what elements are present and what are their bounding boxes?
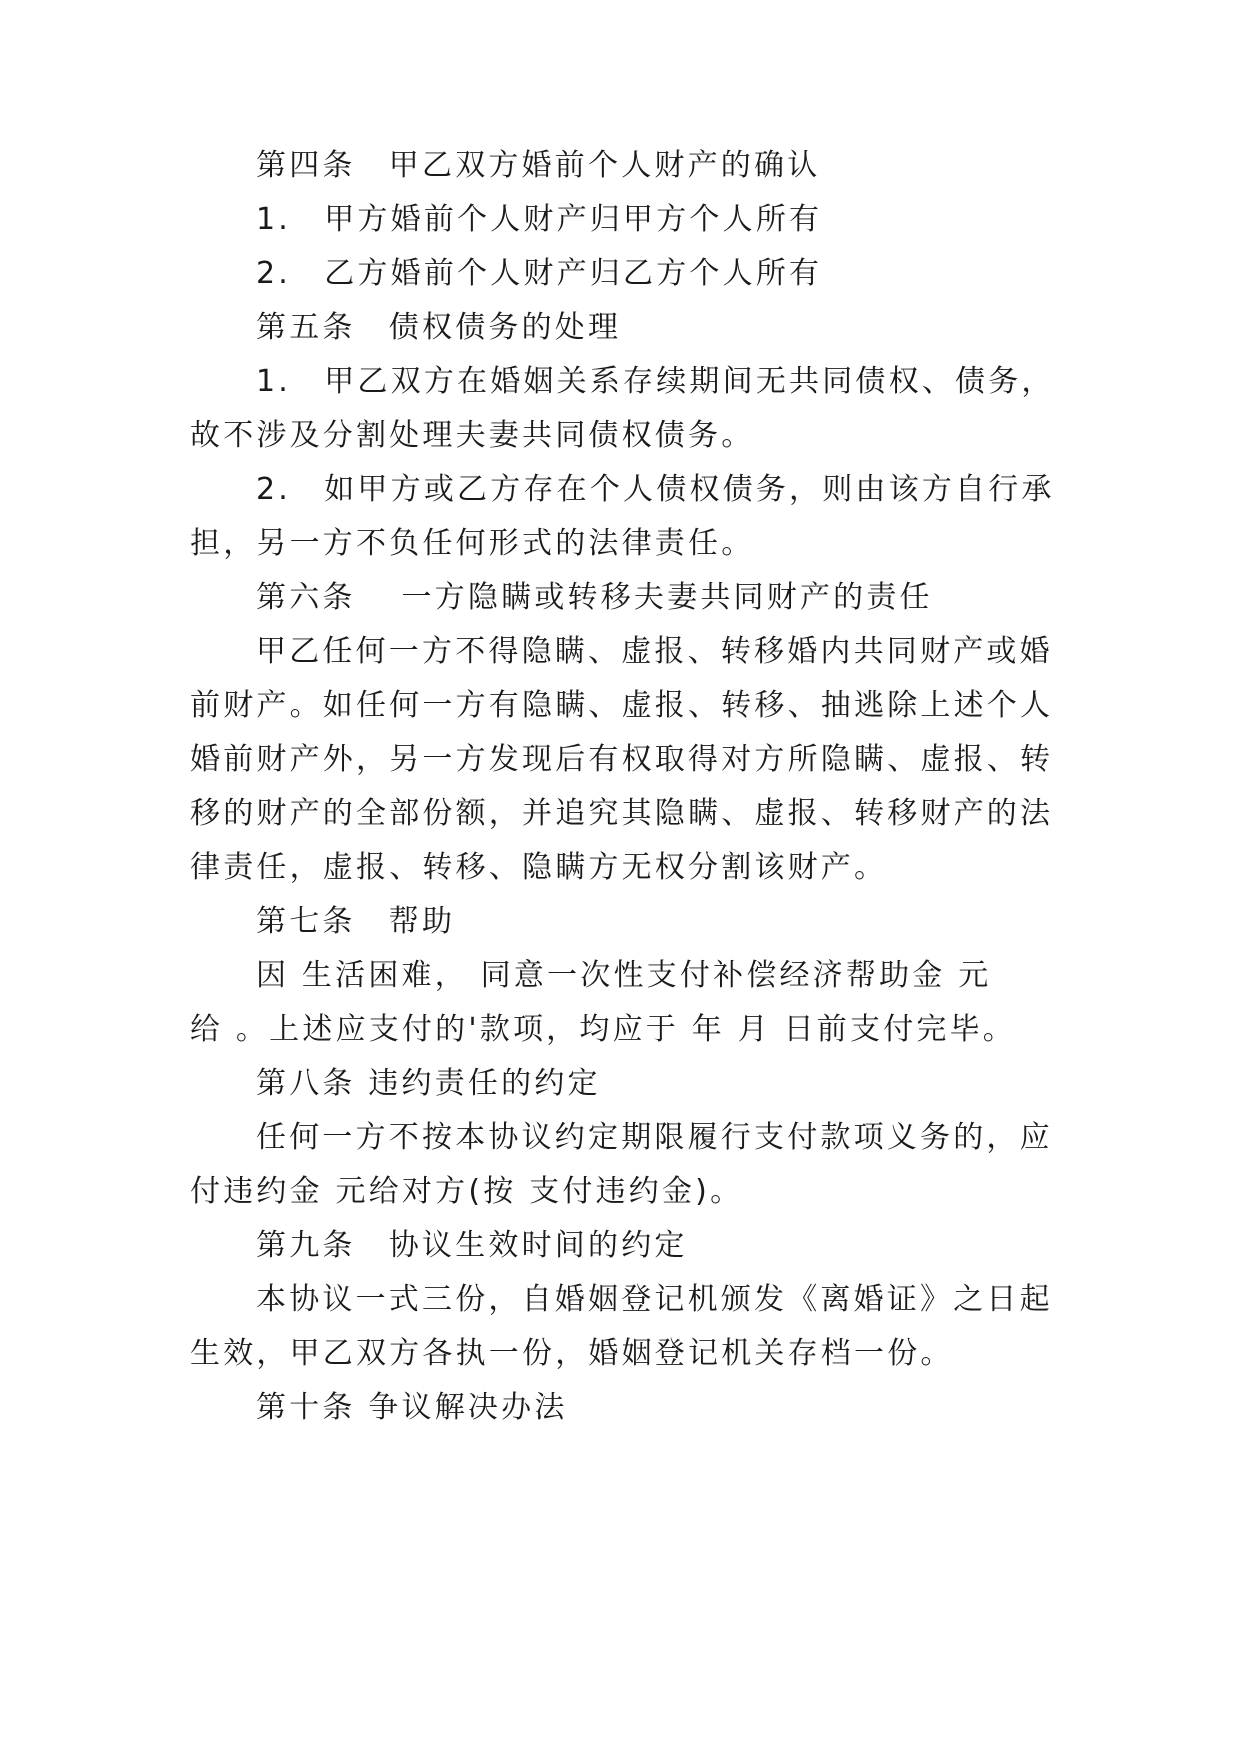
article-4-item-2: 2. 乙方婚前个人财产归乙方个人所有: [256, 256, 823, 291]
article-7-paragraph-l2: 给 。上述应支付的'款项，均应于 年 月 日前支付完毕。: [190, 1012, 1016, 1047]
article-6-paragraph-l4: 移的财产的全部份额，并追究其隐瞒、虚报、转移财产的法: [190, 796, 1054, 831]
article-4-heading: 第四条 甲乙双方婚前个人财产的确认: [256, 148, 821, 183]
article-6-paragraph-l3: 婚前财产外，另一方发现后有权取得对方所隐瞒、虚报、转: [190, 742, 1054, 777]
article-5-item-1: 1. 甲乙双方在婚姻关系存续期间无共同债权、债务，: [256, 364, 1055, 399]
article-6-paragraph-l2: 前财产。如任何一方有隐瞒、虚报、转移、抽逃除上述个人: [190, 688, 1054, 723]
article-9-paragraph-l2: 生效，甲乙双方各执一份，婚姻登记机关存档一份。: [190, 1336, 954, 1371]
article-6-paragraph: 甲乙任何一方不得隐瞒、虚报、转移婚内共同财产或婚: [256, 634, 1053, 669]
article-4-item-1: 1. 甲方婚前个人财产归甲方个人所有: [256, 202, 823, 237]
article-6-paragraph-l5: 律责任，虚报、转移、隐瞒方无权分割该财产。: [190, 850, 888, 885]
article-8-heading: 第八条 违约责任的约定: [256, 1066, 601, 1101]
article-8-paragraph: 任何一方不按本协议约定期限履行支付款项义务的，应: [256, 1120, 1053, 1155]
article-10-heading: 第十条 争议解决办法: [256, 1390, 568, 1425]
article-5-heading: 第五条 债权债务的处理: [256, 310, 622, 345]
article-6-heading: 第六条 一方隐瞒或转移夫妻共同财产的责任: [256, 580, 933, 615]
article-7-paragraph: 因 生活困难， 同意一次性支付补偿经济帮助金 元: [256, 958, 992, 993]
article-7-heading: 第七条 帮助: [256, 904, 456, 939]
article-8-paragraph-l2: 付违约金 元给对方(按 支付违约金)。: [190, 1174, 744, 1209]
article-9-heading: 第九条 协议生效时间的约定: [256, 1228, 688, 1263]
article-5-item-2: 2. 如甲方或乙方存在个人债权债务，则由该方自行承: [256, 472, 1055, 507]
article-9-paragraph: 本协议一式三份，自婚姻登记机颁发《离婚证》之日起: [256, 1282, 1053, 1317]
article-5-item-2-cont: 担，另一方不负任何形式的法律责任。: [190, 526, 755, 561]
article-5-item-1-cont: 故不涉及分割处理夫妻共同债权债务。: [190, 418, 755, 453]
